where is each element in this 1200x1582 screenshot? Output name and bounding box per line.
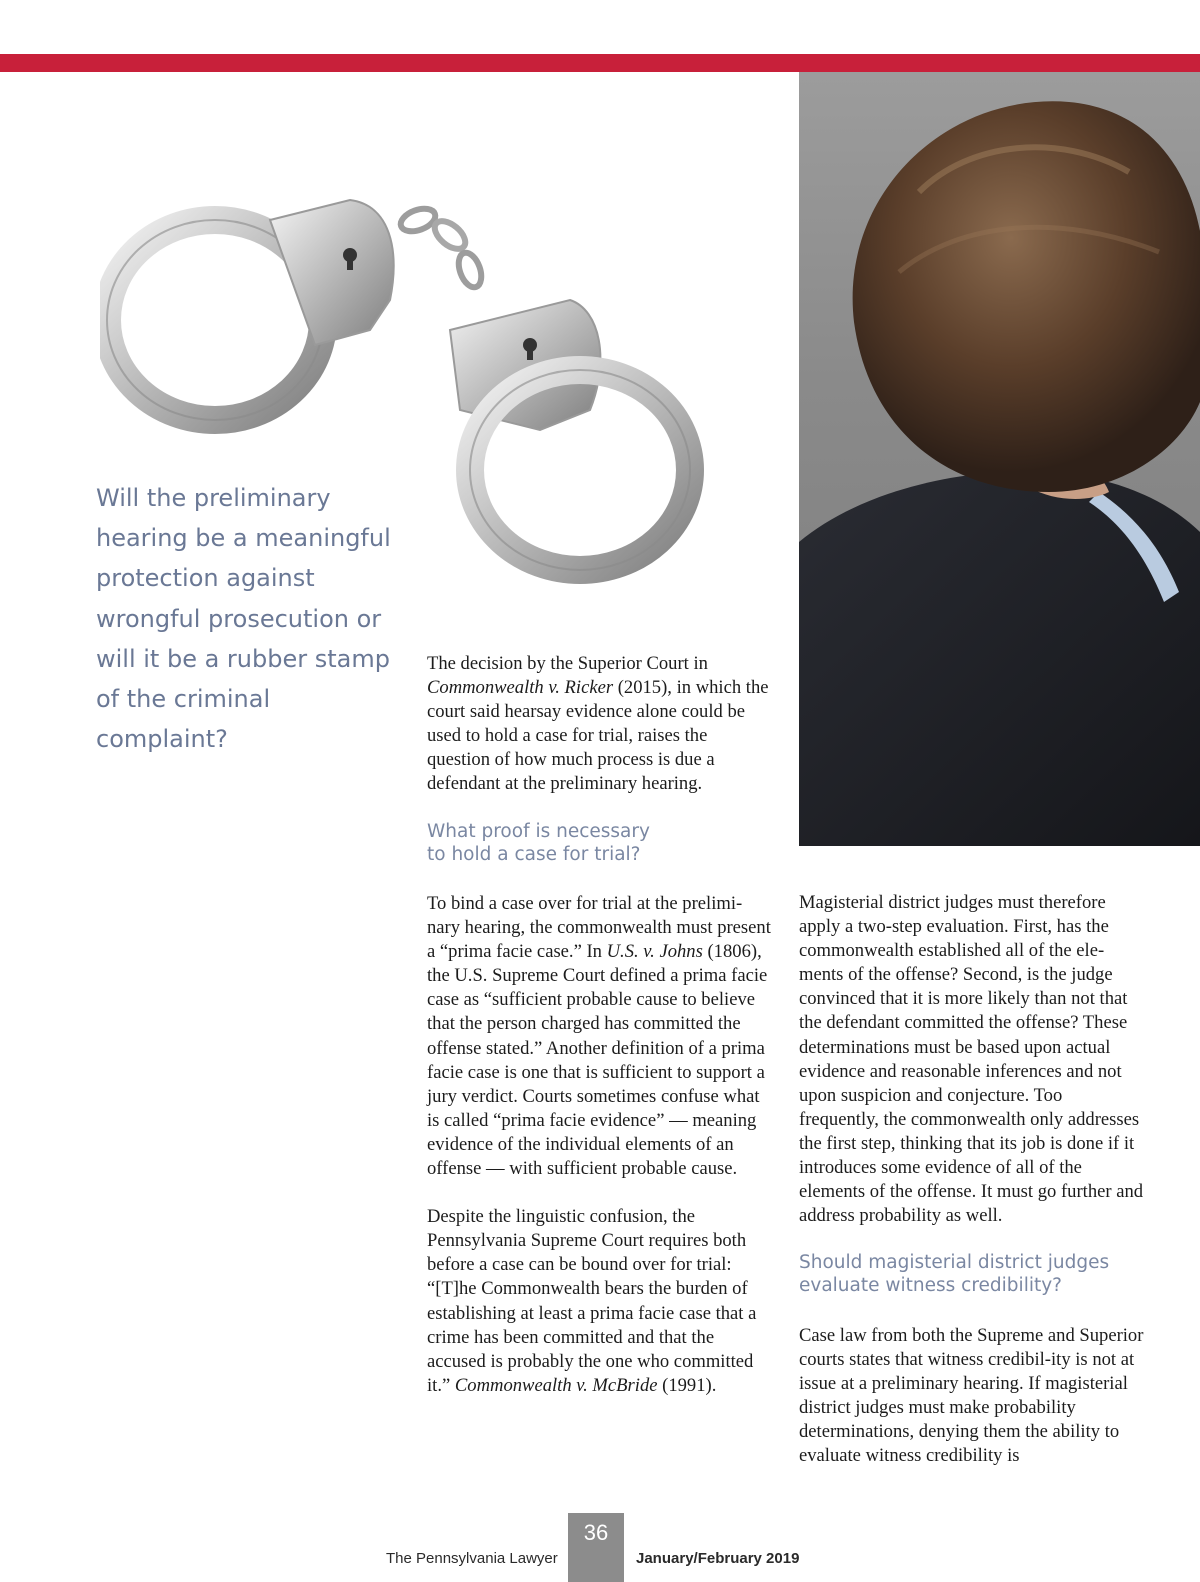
intro-text-start: The decision by the Superior Court in	[427, 653, 708, 674]
case-citation-ricker: Commonwealth v. Ricker	[427, 677, 614, 699]
footer-issue-date: January/February 2019	[636, 1550, 800, 1567]
confusion-text-end: (1991).	[657, 1374, 717, 1396]
paragraph-credibility: Case law from both the Supreme and Superior courts states that witness credibil-ity is not at issue at a preliminary hearing. If magisterial district judges must make probability determinations, denying them the ability to evaluate witness credibility is	[799, 1325, 1144, 1467]
intro-text-end: (2015), in which the court said hearsay evidence alone could be used to hold a case for trial, raises the question of how much process is due a defendant at the preliminary hearing.	[427, 677, 769, 795]
article-column-right-lower	[799, 1324, 1144, 1469]
case-citation-johns: U.S. v. Johns	[606, 941, 703, 963]
intro-paragraph	[427, 652, 772, 797]
prima-facie-text-end: (1806), the U.S. Supreme Court defined a prima facie case as “sufficient probable cause to believe that the person charged has committed the offense stated.” Another definition of a prima facie case is one that is sufficient to support a jury verdict. Courts sometimes confuse what is called “prima facie evidence” — meaning evidence of the individual elements of an offense — with sufficient probable cause.	[427, 941, 768, 1180]
section-heading-credibility	[799, 1251, 1159, 1297]
section-heading-proof	[427, 820, 772, 866]
pull-quote: Will the preliminary hearing be a meaningful protection against wrongful prosecution or will it be a rubber stamp of the criminal complaint?	[96, 484, 391, 754]
article-column-middle	[427, 892, 772, 1398]
header-accent-bar	[0, 54, 1200, 72]
section-heading-proof-line1: What proof is necessary	[427, 821, 650, 842]
case-citation-mcbride: Commonwealth v. McBride	[454, 1374, 658, 1396]
footer-publication: The Pennsylvania Lawyer	[386, 1550, 558, 1567]
section-heading-proof-line2: to hold a case for trial?	[427, 844, 641, 865]
paragraph-linguistic-confusion	[427, 1205, 772, 1398]
confusion-text-start: Despite the linguistic confusion, the Pennsylvania Supreme Court requires both before a case can be bound over for trial: “[T]he Commonwealth bears the burden of establishing at least a prima facie case that a crime has been committed and that the accused is probably the one who committed it.”	[427, 1206, 757, 1396]
person-photo	[799, 72, 1200, 846]
person-illustration	[799, 72, 1200, 846]
article-column-right	[799, 891, 1144, 1228]
prima-facie-text-start: To bind a case over for trial at the prelimi-nary hearing, the commonwealth must present a “prima facie case.” In	[427, 893, 771, 963]
section-heading-credibility-line2: evaluate witness credibility?	[799, 1275, 1062, 1296]
paragraph-two-step: Magisterial district judges must therefore apply a two-step evaluation. First, has the commonwealth established all of the ele-ments of the offense? Second, is the judge convinced that it is more likely than not that the defendant committed the offense? These determinations must be based upon actual evidence and reasonable inferences and not upon suspicion and conjecture. Too frequently, the commonwealth only addresses the first step, thinking that its job is done if it introduces some evidence of all of the elements of the offense. It must go further and address probability as well.	[799, 892, 1144, 1227]
page-number: 36	[568, 1513, 624, 1582]
section-heading-credibility-line1: Should magisterial district judges	[799, 1252, 1110, 1273]
paragraph-prima-facie	[427, 892, 772, 1181]
